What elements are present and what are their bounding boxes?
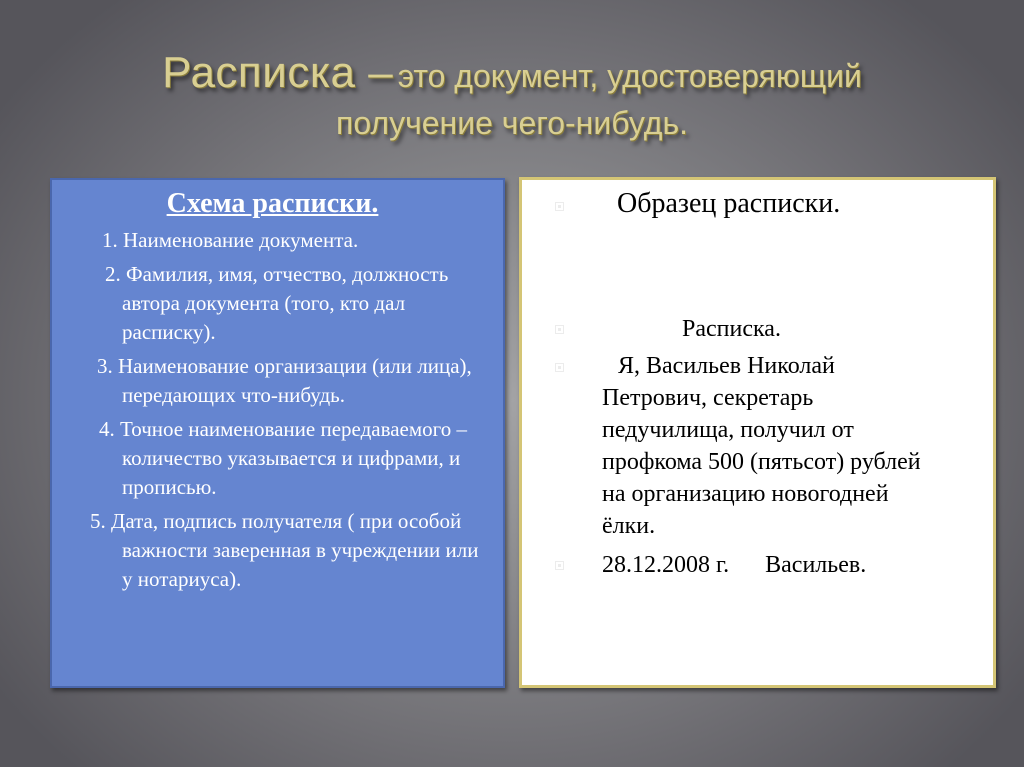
- square-bullet-icon: [555, 363, 564, 372]
- scheme-item-4: 4. Точное наименование передаваемого – количество указывается и цифрами, и прописью.: [99, 417, 468, 499]
- sample-body-first-line: Я, Васильев Николай: [618, 353, 835, 379]
- scheme-heading: Схема расписки.: [166, 188, 379, 219]
- scheme-panel: [50, 178, 505, 688]
- scheme-item-3: 3. Наименование организации (или лица), передающих что-нибудь.: [97, 354, 472, 407]
- title-rest: это документ, удостоверяющий: [397, 58, 862, 94]
- slide-title: [60, 48, 964, 141]
- sample-title: Образец расписки.: [617, 188, 841, 219]
- square-bullet-icon: [555, 325, 564, 334]
- sample-body-rest: Петрович, секретарь педучилища, получил от профкома 500 (пятьсот) рублей на организацию новогодней ёлки.: [602, 385, 921, 539]
- title-lead: Расписка –: [162, 48, 394, 97]
- sample-body: [602, 350, 932, 542]
- scheme-item-1: 1. Наименование документа.: [102, 228, 359, 252]
- title-line2: получение чего-нибудь.: [335, 104, 689, 141]
- scheme-item-5: 5. Дата, подпись получателя ( при особой важности заверенная в учреждении или у нотариуса).: [90, 509, 479, 591]
- scheme-item-2: 2. Фамилия, имя, отчество, должность автора документа (того, кто дал расписку).: [105, 262, 449, 344]
- sample-heading: Расписка.: [682, 316, 781, 342]
- sample-footer: 28.12.2008 г. Васильев.: [602, 552, 867, 578]
- square-bullet-icon: [555, 202, 564, 211]
- square-bullet-icon: [555, 561, 564, 570]
- sample-panel: [519, 177, 996, 688]
